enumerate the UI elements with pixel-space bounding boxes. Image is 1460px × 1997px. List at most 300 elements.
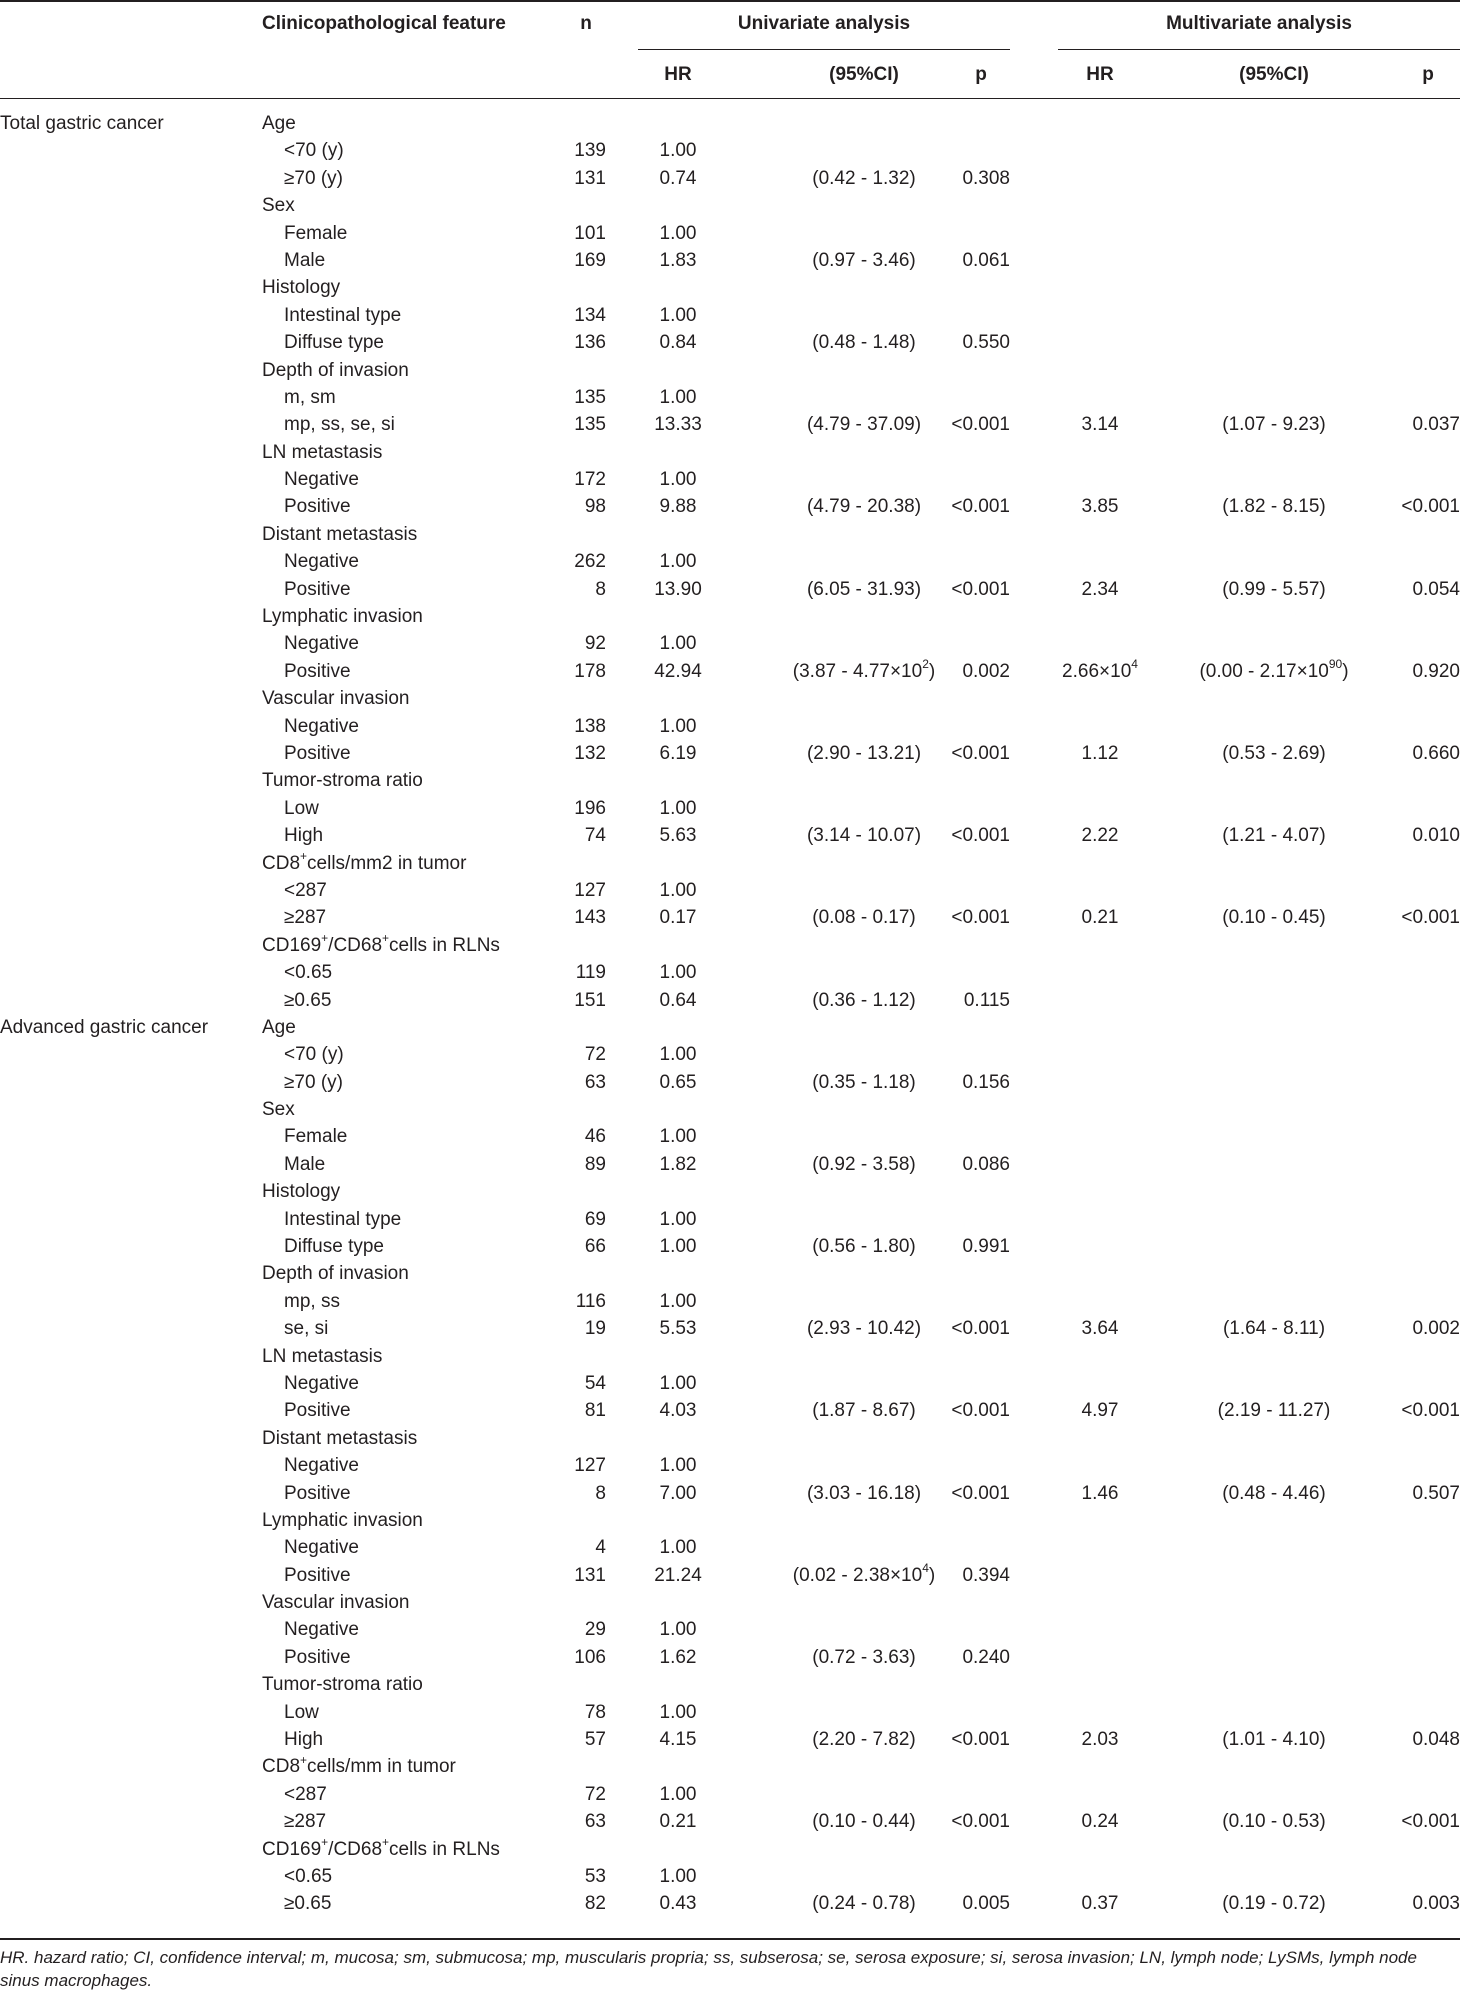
hr-univariate <box>660 822 697 849</box>
category-label <box>284 1288 340 1315</box>
table-footnote: HR. hazard ratio; CI, confidence interval; m, mucosa; sm, submucosa; mp, muscularis propria; ss, subserosa; se, serosa exposure; si, serosa invasion; LN, lymph node; LySMs, lymph node sinus macrophages. <box>0 1948 1417 1990</box>
ci-value: (0.08 - 0.17) <box>812 907 916 929</box>
n-value: 131 <box>574 167 606 189</box>
category-label <box>284 1534 359 1561</box>
hr-univariate <box>660 1370 697 1397</box>
category-row <box>0 1041 1460 1068</box>
category-row <box>0 877 1460 904</box>
category-label <box>284 137 344 164</box>
hr-value: 1.00 <box>659 633 697 655</box>
category-label <box>284 987 331 1014</box>
hr-value: 1.00 <box>659 222 697 244</box>
label-text: LN metastasis <box>262 1345 383 1367</box>
ci-univariate <box>807 1480 921 1507</box>
hr-univariate <box>660 904 697 931</box>
ci-close: ) <box>1342 660 1349 682</box>
n-value: 53 <box>584 1866 606 1887</box>
category-label <box>284 1726 323 1753</box>
variable-row <box>0 110 1460 137</box>
category-row <box>0 1808 1460 1835</box>
category-label <box>284 795 319 822</box>
hr-univariate <box>660 1534 697 1561</box>
p-value: <0.001 <box>1401 1400 1460 1422</box>
n-value: 63 <box>584 1811 606 1833</box>
category-label <box>284 329 384 356</box>
hr-univariate <box>660 1781 697 1808</box>
ci-value: (0.42 - 1.32) <box>812 167 916 189</box>
variable-row <box>0 1671 1460 1698</box>
p-value: <0.001 <box>951 414 1010 436</box>
n-value: 4 <box>595 1537 606 1559</box>
ci-value: (0.53 - 2.69) <box>1222 742 1326 764</box>
hr-value: 9.88 <box>659 496 697 518</box>
hr-value: 1.12 <box>1081 742 1119 764</box>
ci-univariate <box>812 247 916 274</box>
label-text: CD8 <box>262 852 301 874</box>
hr-value: 1.00 <box>659 962 697 984</box>
label-text: <0.65 <box>284 1866 333 1887</box>
n-value: 119 <box>575 962 606 984</box>
variable-label <box>262 1260 409 1287</box>
hr-univariate <box>660 548 697 575</box>
hr-value: 3.14 <box>1081 414 1119 436</box>
hr-value: 1.00 <box>659 1290 697 1312</box>
table-bottom-rule <box>0 1938 1460 1940</box>
category-row <box>0 1562 1460 1589</box>
label-text: Negative <box>284 715 359 737</box>
variable-label <box>262 767 423 794</box>
variable-row <box>0 1096 1460 1123</box>
n-value: 29 <box>584 1619 606 1641</box>
hr-univariate <box>660 493 697 520</box>
category-label <box>284 247 325 274</box>
variable-label <box>262 357 409 384</box>
ci-univariate <box>812 1644 916 1671</box>
category-label <box>284 1397 351 1424</box>
hr-value: 1.00 <box>659 1701 697 1723</box>
hr-multivariate <box>1082 904 1119 931</box>
category-row <box>0 1233 1460 1260</box>
category-label <box>284 220 347 247</box>
variable-row <box>0 521 1460 548</box>
variable-row <box>0 274 1460 301</box>
category-row <box>0 165 1460 192</box>
header-multivariate: Multivariate analysis <box>1166 13 1352 34</box>
hr-value: 4.97 <box>1081 1400 1119 1422</box>
ci-value: (0.99 - 5.57) <box>1222 578 1326 600</box>
n-value: 178 <box>574 660 606 682</box>
category-row <box>0 1206 1460 1233</box>
ci-exponent: 90 <box>1328 657 1343 672</box>
ci-value: (2.93 - 10.42) <box>806 1318 922 1340</box>
category-label <box>284 1233 384 1260</box>
hr-univariate <box>660 329 697 356</box>
variable-label <box>262 1836 500 1863</box>
hr-univariate <box>654 658 702 685</box>
n-value: 196 <box>574 797 606 819</box>
category-label <box>284 302 401 329</box>
label-text: Distant metastasis <box>262 1427 418 1449</box>
label-text: Diffuse type <box>284 1236 384 1258</box>
group-label <box>0 110 164 137</box>
ci-univariate <box>812 1069 916 1096</box>
hr-univariate <box>660 1863 697 1890</box>
hr-exponent: 4 <box>1131 657 1138 672</box>
n-value: 262 <box>574 551 606 573</box>
hr-univariate <box>660 959 697 986</box>
hr-multivariate <box>1082 576 1119 603</box>
ci-value: (0.35 - 1.18) <box>812 1071 916 1093</box>
category-row <box>0 658 1460 685</box>
hr-value: 0.64 <box>659 989 697 1011</box>
ci-univariate <box>812 1726 916 1753</box>
category-row <box>0 1726 1460 1753</box>
hr-value: 1.00 <box>659 1236 697 1258</box>
category-label <box>284 1370 359 1397</box>
label-text: Positive <box>284 1646 351 1668</box>
label-text: Lymphatic invasion <box>262 1509 423 1531</box>
category-label <box>284 466 359 493</box>
ci-univariate <box>812 329 916 356</box>
header-ci-multivariate: (95%CI) <box>1239 64 1309 85</box>
label-text: ≥70 (y) <box>284 167 343 189</box>
category-row <box>0 220 1460 247</box>
ci-multivariate <box>1222 493 1326 520</box>
p-value: 0.550 <box>962 332 1010 354</box>
hr-multivariate <box>1082 411 1119 438</box>
n-value: 74 <box>584 825 606 847</box>
variable-label <box>262 932 500 959</box>
n-value: 151 <box>574 989 606 1011</box>
p-value: 0.507 <box>1412 1482 1460 1504</box>
category-row <box>0 1644 1460 1671</box>
ci-univariate <box>807 740 921 767</box>
category-row <box>0 1534 1460 1561</box>
ci-value: (1.82 - 8.15) <box>1222 496 1326 518</box>
ci-value: (0.48 - 4.46) <box>1222 1482 1326 1504</box>
n-value: 66 <box>584 1236 606 1258</box>
variable-label <box>262 1753 456 1780</box>
hr-value: 0.43 <box>659 1893 697 1915</box>
p-value: <0.001 <box>951 578 1010 600</box>
category-label <box>284 1041 344 1068</box>
hr-univariate <box>654 1562 702 1589</box>
category-label <box>284 658 351 685</box>
p-value: <0.001 <box>951 907 1010 929</box>
ci-value: (1.01 - 4.10) <box>1222 1729 1326 1751</box>
hr-univariate <box>660 384 697 411</box>
label-text: mp, ss <box>284 1290 340 1312</box>
hr-univariate <box>660 740 697 767</box>
category-row <box>0 411 1460 438</box>
category-row <box>0 1863 1460 1890</box>
hr-univariate <box>660 630 697 657</box>
hr-value: 1.00 <box>659 1044 697 1066</box>
p-value: <0.001 <box>951 1318 1010 1340</box>
category-row <box>0 1480 1460 1507</box>
category-label <box>284 959 332 986</box>
category-label <box>284 1616 359 1643</box>
variable-label <box>262 1343 382 1370</box>
n-value: 106 <box>574 1646 606 1668</box>
label-text: Tumor-stroma ratio <box>262 770 423 792</box>
label-text: Histology <box>262 1181 341 1203</box>
table-top-rule <box>0 0 1460 2</box>
group-label-text: Advanced gastric cancer <box>0 1016 209 1038</box>
ci-univariate <box>812 987 916 1014</box>
label-text: Negative <box>284 551 359 573</box>
category-row <box>0 630 1460 657</box>
p-value: <0.001 <box>951 496 1010 518</box>
hr-value: 1.00 <box>659 1126 697 1148</box>
hr-value: 42.94 <box>654 660 702 682</box>
variable-row <box>0 1014 1460 1041</box>
category-label <box>284 576 351 603</box>
hr-value: 5.63 <box>659 825 697 847</box>
category-label <box>284 1808 326 1835</box>
n-value: 98 <box>584 496 606 518</box>
header-bottom-rule <box>0 98 1460 99</box>
header-p-multivariate: p <box>1422 64 1434 85</box>
hr-univariate <box>660 165 697 192</box>
n-value: 78 <box>584 1701 606 1723</box>
variable-row <box>0 439 1460 466</box>
variable-label <box>262 521 417 548</box>
label-superscript: + <box>300 849 308 864</box>
category-label <box>284 1890 331 1917</box>
label-text: Positive <box>284 660 351 682</box>
label-text: m, sm <box>284 386 336 408</box>
category-row <box>0 1397 1460 1424</box>
hr-univariate <box>660 1041 697 1068</box>
ci-multivariate <box>1222 822 1326 849</box>
hr-multivariate <box>1082 1808 1119 1835</box>
hr-univariate <box>660 466 697 493</box>
ci-value: (1.87 - 8.67) <box>812 1400 916 1422</box>
hr-univariate <box>660 713 697 740</box>
ci-multivariate <box>1222 1726 1326 1753</box>
label-text-cont: /CD68 <box>328 934 383 956</box>
p-value: 0.005 <box>962 1893 1010 1915</box>
category-row <box>0 1890 1460 1917</box>
label-text: Depth of invasion <box>262 359 409 381</box>
p-value: 0.086 <box>962 1153 1010 1175</box>
variable-label <box>262 1178 340 1205</box>
ci-multivariate <box>1222 576 1326 603</box>
variable-label <box>262 1589 410 1616</box>
category-row <box>0 822 1460 849</box>
n-value: 127 <box>574 879 606 901</box>
group-label-text: Total gastric cancer <box>0 113 164 134</box>
hr-univariate <box>660 1233 697 1260</box>
ci-multivariate <box>1222 411 1326 438</box>
ci-multivariate <box>1218 1397 1331 1424</box>
label-text: High <box>284 825 324 847</box>
label-text: ≥70 (y) <box>284 1071 343 1093</box>
ci-value: (0.02 - 2.38×10 <box>792 1564 923 1586</box>
p-value: 0.010 <box>1412 825 1460 847</box>
label-text: Negative <box>284 1619 359 1641</box>
p-value: 0.660 <box>1412 742 1460 764</box>
n-value: 72 <box>584 1783 606 1805</box>
ci-value: (1.64 - 8.11) <box>1222 1318 1326 1340</box>
ci-univariate <box>812 1151 916 1178</box>
hr-value: 1.00 <box>659 551 697 573</box>
n-value: 143 <box>574 907 606 929</box>
category-row <box>0 384 1460 411</box>
p-value: 0.061 <box>962 249 1010 271</box>
category-row <box>0 1616 1460 1643</box>
variable-row <box>0 1260 1460 1287</box>
label-text: Negative <box>284 1372 359 1394</box>
hr-value: 1.00 <box>659 715 697 737</box>
univariate-underline <box>638 49 1010 50</box>
label-text: <0.65 <box>284 962 333 984</box>
label-text: Age <box>262 1016 296 1038</box>
ci-multivariate <box>1199 658 1348 685</box>
label-text: CD169 <box>262 1838 322 1860</box>
category-row <box>0 795 1460 822</box>
n-value: 135 <box>574 386 606 408</box>
hr-value: 1.00 <box>659 386 697 408</box>
hr-value: 4.03 <box>659 1400 697 1422</box>
category-row <box>0 576 1460 603</box>
ci-value: (0.97 - 3.46) <box>812 249 916 271</box>
ci-value: (2.20 - 7.82) <box>812 1729 916 1751</box>
n-value: 63 <box>584 1071 606 1093</box>
hr-multivariate <box>1082 1480 1119 1507</box>
hr-univariate <box>660 1644 697 1671</box>
category-row <box>0 904 1460 931</box>
label-text: Negative <box>284 633 359 655</box>
ci-close: ) <box>928 1564 936 1586</box>
label-text: ≥0.65 <box>284 989 332 1011</box>
hr-value: 1.82 <box>659 1153 697 1175</box>
p-value: <0.001 <box>951 825 1010 847</box>
category-label <box>284 1644 351 1671</box>
label-text: Low <box>284 1701 319 1723</box>
category-label <box>284 1863 332 1890</box>
hr-univariate <box>654 576 702 603</box>
ci-value: (0.48 - 1.48) <box>812 332 916 354</box>
p-value: <0.001 <box>1401 1811 1460 1833</box>
category-label <box>284 165 343 192</box>
category-row <box>0 247 1460 274</box>
category-row <box>0 987 1460 1014</box>
variable-label <box>262 439 382 466</box>
ci-univariate <box>807 1315 921 1342</box>
hr-multivariate <box>1082 740 1119 767</box>
category-row <box>0 302 1460 329</box>
label-text-cont: /CD68 <box>328 1838 383 1860</box>
hr-value: 2.03 <box>1081 1729 1119 1751</box>
hr-univariate <box>660 1616 697 1643</box>
hr-value: 4.15 <box>659 1729 697 1751</box>
variable-row <box>0 932 1460 959</box>
label-superscript: + <box>300 1753 308 1768</box>
header-feature: Clinicopathological feature <box>262 13 506 34</box>
category-label <box>284 1452 359 1479</box>
hr-value: 6.19 <box>659 742 697 764</box>
label-text: <287 <box>284 879 327 901</box>
label-text: Lymphatic invasion <box>262 606 423 628</box>
label-text: Positive <box>284 496 351 518</box>
hr-univariate <box>660 1123 697 1150</box>
p-value: <0.001 <box>951 1811 1010 1833</box>
category-label <box>284 630 359 657</box>
p-value: <0.001 <box>951 1729 1010 1751</box>
ci-univariate <box>812 1233 916 1260</box>
n-value: 169 <box>574 249 606 271</box>
n-value: 131 <box>574 1564 606 1586</box>
label-text: Vascular invasion <box>262 1592 410 1614</box>
category-label <box>284 1206 401 1233</box>
ci-univariate <box>807 411 921 438</box>
ci-value: (4.79 - 37.09) <box>806 414 922 436</box>
header-p-univariate: p <box>975 64 987 85</box>
category-label <box>284 1562 351 1589</box>
ci-exponent: 4 <box>922 1561 929 1576</box>
hr-value: 1.00 <box>659 1455 697 1477</box>
n-value: 8 <box>595 578 606 600</box>
category-row <box>0 1069 1460 1096</box>
category-row <box>0 329 1460 356</box>
ci-value: (0.92 - 3.58) <box>812 1153 916 1175</box>
variable-label <box>262 1425 417 1452</box>
n-value: 8 <box>595 1482 606 1504</box>
label-text: Female <box>284 222 348 244</box>
hr-univariate <box>660 1315 697 1342</box>
n-value: 89 <box>584 1153 606 1175</box>
category-label <box>284 1123 347 1150</box>
ci-value: (4.79 - 20.38) <box>806 496 922 518</box>
label-text: ≥287 <box>284 1811 327 1833</box>
label-text-cont: cells/mm in tumor <box>307 1756 456 1778</box>
variable-label <box>262 603 423 630</box>
label-text: LN metastasis <box>262 441 383 463</box>
category-label <box>284 1781 327 1808</box>
ci-univariate <box>812 165 916 192</box>
label-text: Negative <box>284 469 359 491</box>
p-value: 0.003 <box>1412 1893 1460 1915</box>
hr-value: 1.00 <box>659 1783 697 1805</box>
category-label <box>284 1480 351 1507</box>
category-row <box>0 548 1460 575</box>
hr-univariate <box>660 220 697 247</box>
label-text: Sex <box>262 1099 295 1121</box>
n-value: 132 <box>574 742 606 764</box>
category-label <box>284 740 351 767</box>
p-value: <0.001 <box>1401 496 1460 518</box>
p-value: 0.920 <box>1412 660 1460 682</box>
hr-value: 1.46 <box>1081 1482 1119 1504</box>
hr-value: 3.64 <box>1081 1318 1119 1340</box>
label-text: Negative <box>284 1455 359 1477</box>
label-text: se, si <box>284 1318 329 1340</box>
n-value: 134 <box>574 304 606 326</box>
ci-exponent: 2 <box>922 657 929 672</box>
label-text: High <box>284 1729 324 1751</box>
ci-univariate <box>793 1562 935 1589</box>
hr-multivariate <box>1082 1890 1119 1917</box>
ci-value: (6.05 - 31.93) <box>806 578 922 600</box>
table-body <box>0 110 1460 1918</box>
header-univariate: Univariate analysis <box>737 13 911 34</box>
ci-univariate <box>812 1808 916 1835</box>
header-hr-multivariate: HR <box>1086 64 1114 85</box>
p-value: <0.001 <box>951 742 1010 764</box>
hr-value: 1.00 <box>659 1208 697 1230</box>
